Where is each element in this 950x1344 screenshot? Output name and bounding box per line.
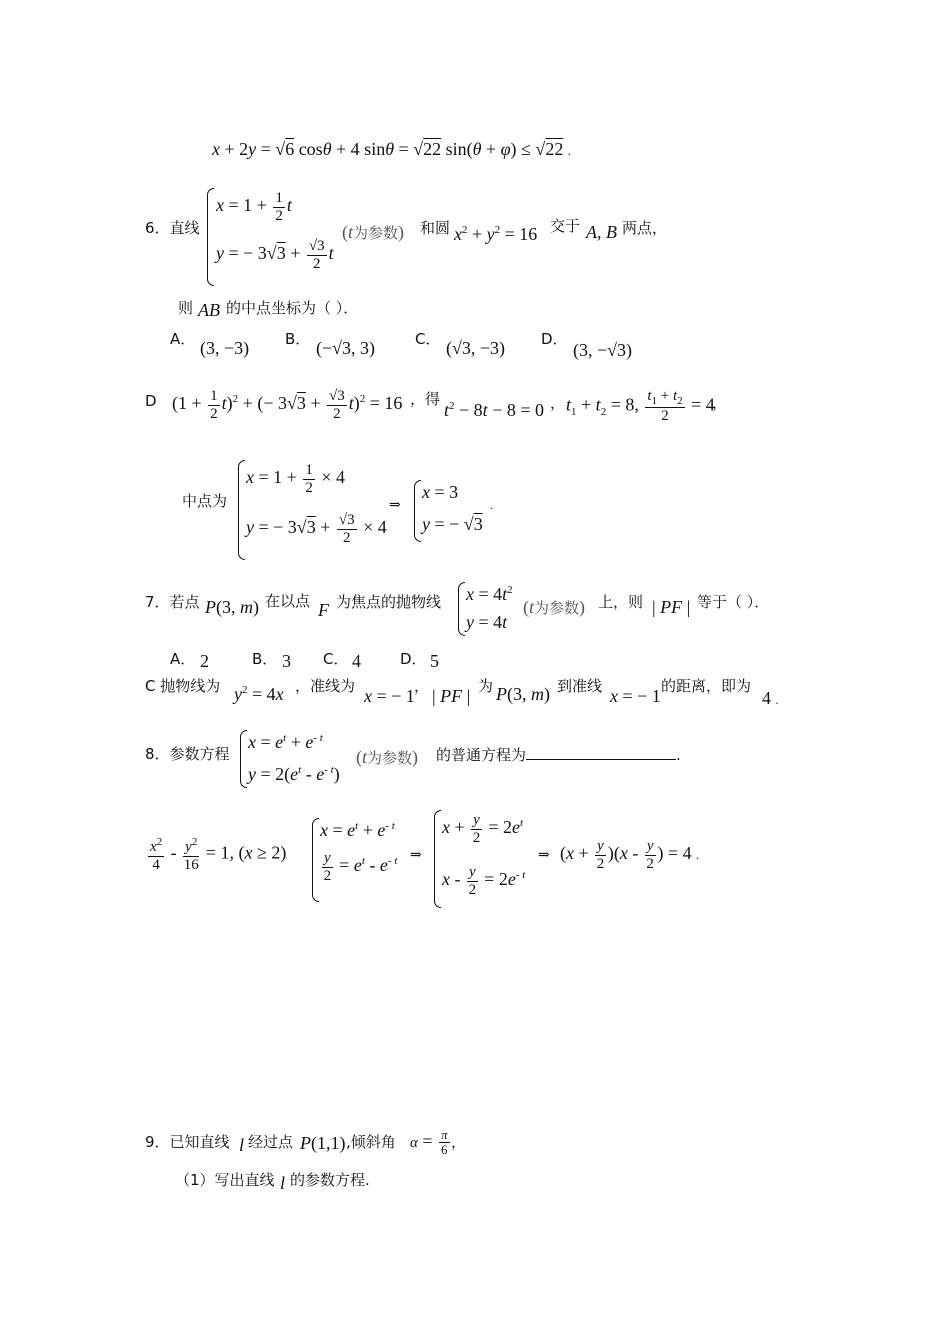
distance-pf: | PF | xyxy=(652,597,691,617)
circle-eq: $x^2 + y^2 = 16$ xyxy=(454,224,538,244)
implies-arrow: ⇒ xyxy=(410,848,422,863)
parabola-y: y = 4t xyxy=(466,612,508,632)
comma: ， xyxy=(550,394,566,412)
option-b-label: B． xyxy=(252,650,278,668)
answer-value: 4 . xyxy=(762,688,779,708)
question-text: 交于 xyxy=(550,217,581,235)
question-number: 8． xyxy=(145,745,170,763)
question-number: 9． xyxy=(145,1133,170,1151)
option-c-value: 4 xyxy=(352,651,361,671)
brace xyxy=(238,460,245,560)
point-p: P(3, m) xyxy=(496,684,550,704)
system1-y: $\frac{y}{2}$ = $e^t - e^{- t}$ xyxy=(323,850,398,884)
comma: ， xyxy=(712,394,728,412)
answer-text: 中点为 xyxy=(182,492,228,510)
brace xyxy=(458,582,465,636)
parabola-eq: $y^2 = 4x$ xyxy=(234,684,284,704)
points-ab: A, B xyxy=(586,222,617,242)
implies-arrow: ⇒ xyxy=(538,848,550,863)
brace xyxy=(312,818,319,902)
option-d-value: (3, −√3) xyxy=(573,340,633,360)
answer-text: 的距离，即为 xyxy=(661,677,752,695)
param-note: (t为参数) xyxy=(523,597,586,617)
param-eq-y: $y = 2(e^t - e^{- t})$ xyxy=(248,764,340,784)
quadratic-eq: $t^2 - 8t - 8 = 0$ xyxy=(444,400,544,420)
param-eq-x: $x = e^t + e^{- t}$ xyxy=(248,732,323,752)
subquestion-text: 的参数方程. xyxy=(290,1171,370,1189)
question-text: 参数方程 xyxy=(169,745,230,763)
derivation-line: x + 2y = √6 cosθ + 4 sinθ = √22 sin(θ + φ) ≤ √22 . xyxy=(212,139,571,159)
question-number: 7． xyxy=(145,593,170,611)
sum-eq: $t_1 + t_2 = 8$, $\frac{t_1 + t_2}{2}$ = 4 xyxy=(566,388,715,425)
question-text: 和圆 xyxy=(420,219,451,237)
point-p: P(1,1) xyxy=(300,1133,346,1153)
line-l: l xyxy=(280,1173,286,1193)
question-text: 若点 xyxy=(169,593,200,611)
option-b-label: B． xyxy=(285,330,311,348)
param-eq-x: x = 1 + $\frac{1}{2}$ t xyxy=(216,190,292,224)
question-text: ， xyxy=(451,1133,467,1151)
option-a-value: (3, −3) xyxy=(200,338,250,358)
brace xyxy=(207,188,214,286)
directrix-eq: x = − 1 xyxy=(610,686,661,706)
final-eq: (x + $\frac{y}{2}$ )(x - $\frac{y}{2}$ ) = 4 . xyxy=(560,838,700,872)
option-d-label: D． xyxy=(400,650,427,668)
system2-b: x - $\frac{y}{2}$ = $2e^{- t}$ xyxy=(442,864,526,898)
result-y: y = − √3 xyxy=(422,514,483,534)
segment-ab: AB xyxy=(198,300,220,320)
question-text: 已知直线 xyxy=(169,1133,230,1151)
parabola-x: $x = 4t^2$ xyxy=(466,584,513,604)
answer-text: 为 xyxy=(478,677,494,695)
question-text: 两点， xyxy=(622,219,668,237)
answer-letter: C xyxy=(145,677,156,695)
question-text: 在以点 xyxy=(265,592,311,610)
question-text: 上，则 xyxy=(598,593,644,611)
answer-text: ，得 xyxy=(410,390,441,408)
midpoint-x: x = 1 + $\frac{1}{2}$ × 4 xyxy=(246,462,345,496)
angle-alpha: α = $\frac{\pi}{6}$ xyxy=(410,1127,448,1158)
option-d-value: 5 xyxy=(430,651,439,671)
point-p: P(3, m) xyxy=(205,597,259,617)
subquestion-text: （1）写出直线 xyxy=(175,1171,275,1189)
answer-number: 4 xyxy=(762,688,771,708)
answer-text: 到准线 xyxy=(557,677,603,695)
question-text: 直线 xyxy=(169,219,200,237)
option-c-label: C． xyxy=(323,650,349,668)
question-text: ,倾斜角 xyxy=(346,1133,396,1151)
question-text: 则 xyxy=(178,299,194,317)
answer-text: 抛物线为 xyxy=(160,677,221,695)
option-b-value: 3 xyxy=(282,651,291,671)
option-c-value: (√3, −3) xyxy=(446,338,506,358)
brace xyxy=(414,480,421,542)
brace xyxy=(434,810,441,908)
brace xyxy=(240,730,247,788)
implies-arrow: ⇒ xyxy=(389,498,401,513)
answer-blank[interactable] xyxy=(526,745,676,760)
system1-x: $x = e^t + e^{- t}$ xyxy=(320,820,395,840)
param-note: (t为参数) xyxy=(356,747,419,767)
result-x: x = 3 xyxy=(422,482,459,502)
distance-pf: | PF | xyxy=(432,686,471,706)
option-d-label: D． xyxy=(541,330,568,348)
question-text: 的中点坐标为（ ）． xyxy=(226,299,359,317)
period: . xyxy=(490,498,493,512)
question-text: 为焦点的抛物线 xyxy=(336,593,442,611)
question-text: 的普通方程为 xyxy=(436,746,527,764)
hyperbola-result: $\frac{x^2}{4}$ - $\frac{y^2}{16}$ = 1, (x ≥ 2) xyxy=(150,836,287,873)
param-eq-y: y = − 3√3 + $\frac{√3}{2}$ t xyxy=(216,238,334,272)
question-number: 6． xyxy=(145,219,170,237)
substitution-eq: (1 + $\frac{1}{2}$ t)$^2$ + (− 3√3 + $\frac{√3}{2}$ t)$^2$ = 16 xyxy=(172,388,403,422)
line-l: l xyxy=(239,1135,245,1155)
option-a-label: A． xyxy=(170,330,196,348)
question-text: . xyxy=(676,746,681,764)
param-note: (t为参数) xyxy=(342,222,405,242)
option-a-value: 2 xyxy=(200,651,209,671)
option-a-label: A． xyxy=(170,650,196,668)
question-text: 等于（ ）． xyxy=(697,593,770,611)
answer-text: ， xyxy=(414,677,430,695)
directrix-eq: x = − 1 xyxy=(364,686,415,706)
answer-text: ，准线为 xyxy=(295,677,356,695)
option-c-label: C． xyxy=(415,330,441,348)
answer-letter: D xyxy=(145,392,157,410)
system2-a: x + $\frac{y}{2}$ = $2e^t$ xyxy=(442,812,524,846)
focus-f: F xyxy=(318,600,329,620)
option-b-value: (−√3, 3) xyxy=(316,338,376,358)
midpoint-y: y = − 3√3 + $\frac{√3}{2}$ × 4 xyxy=(246,512,387,546)
question-text: 经过点 xyxy=(248,1133,294,1151)
